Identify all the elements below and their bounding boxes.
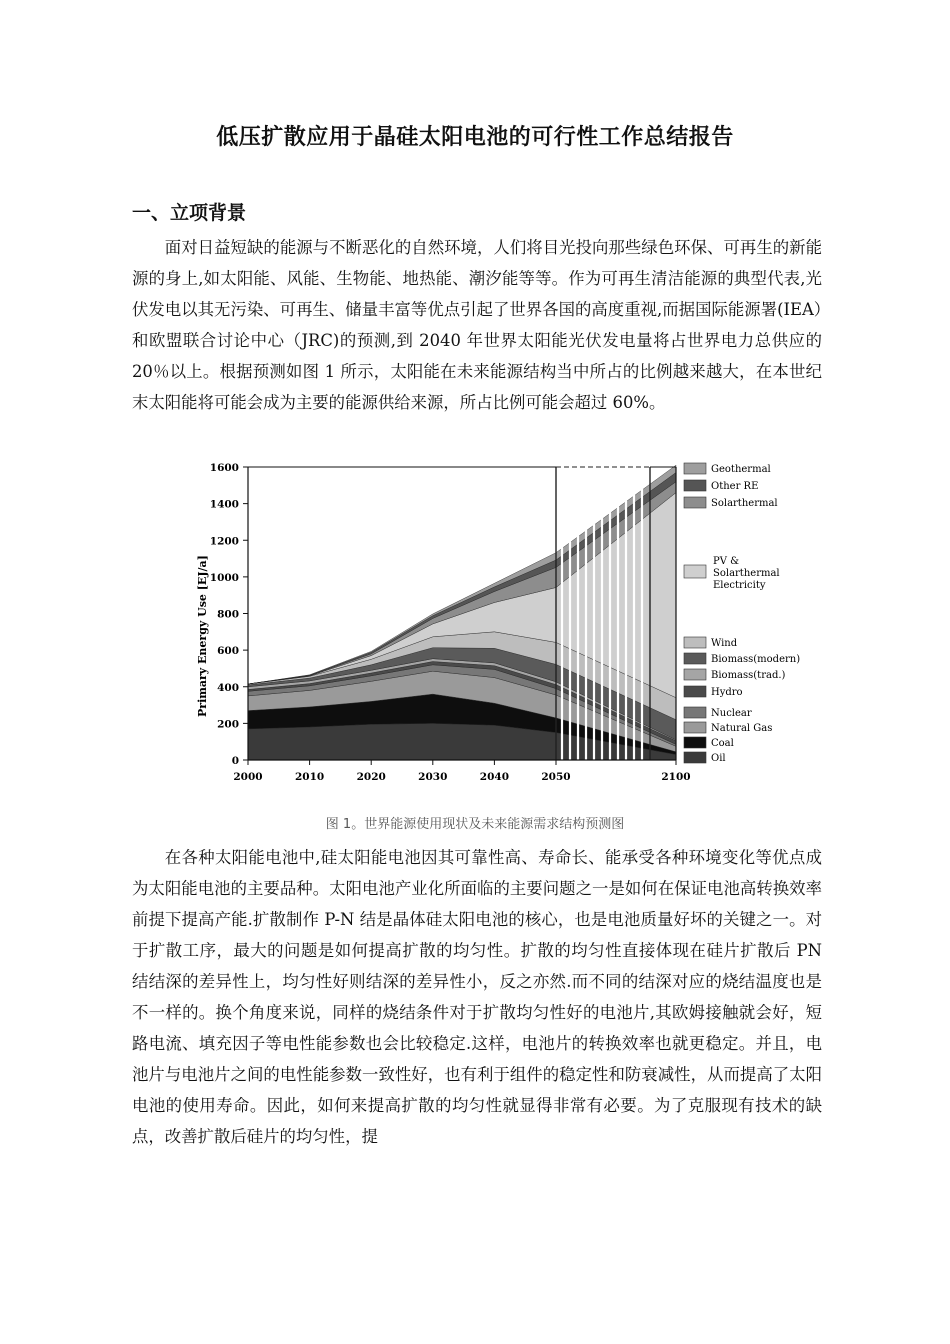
legend-label-hydro: Hydro <box>711 687 743 698</box>
legend-label-solarthermal: Solarthermal <box>711 498 778 509</box>
legend-label-nuclear: Nuclear <box>711 708 752 719</box>
paragraph-1: 面对日益短缺的能源与不断恶化的自然环境，人们将目光投向那些绿色环保、可再生的新能源的身上,如太阳能、风能、生物能、地热能、潮汐能等等。作为可再生清洁能源的典型代表,光伏发电以其无污染、可再生、储量丰富等优点引起了世界各国的高度重视,而据国际能源署(IEA）和欧盟联合讨论中心（JRC)的预测,到 2040 年世界太阳能光伏发电量将占世界电力总供应的 20％以上。根据预测如图 1 所示，太阳能在未来能源结构当中所占的比例越来越大，在本世纪末太阳能将可能会成为主要的能源供给来源，所占比例可能会超过 60%。 <box>132 238 822 412</box>
legend-label-other-re: Other RE <box>711 481 759 492</box>
legend-swatch-natural-gas <box>684 722 706 733</box>
legend-label-natural-gas: Natural Gas <box>711 723 773 734</box>
legend-label-biomass-modern: Biomass(modern) <box>711 654 801 665</box>
legend-label-biomass-trad: Biomass(trad.) <box>711 670 786 681</box>
legend-label-pv-1: PV & <box>713 556 740 567</box>
legend-swatch-geothermal <box>684 463 706 474</box>
legend-swatch-biomass-modern <box>684 653 706 664</box>
y-tick-label: 1600 <box>209 462 239 474</box>
legend-swatch-other-re <box>684 480 706 491</box>
x-tick-label: 2000 <box>233 771 263 783</box>
x-tick-label: 2030 <box>418 771 448 783</box>
y-tick-label: 800 <box>217 608 239 621</box>
legend-swatch-nuclear <box>684 707 706 718</box>
figure-caption: 图 1。世界能源使用现状及未来能源需求结构预测图 <box>325 817 625 832</box>
x-tick-label: 2100 <box>661 771 691 783</box>
energy-chart <box>192 455 812 795</box>
x-tick-label: 2010 <box>294 771 325 783</box>
legend-swatch-coal <box>684 737 706 748</box>
y-tick-label: 0 <box>231 755 239 767</box>
legend-label-wind: Wind <box>711 638 738 649</box>
y-tick-label: 1200 <box>209 535 239 548</box>
legend-swatch-solarthermal <box>684 497 706 508</box>
legend-label-pv-3: Electricity <box>713 580 766 591</box>
x-tick-label: 2040 <box>479 771 510 783</box>
legend-label-coal: Coal <box>711 738 734 749</box>
legend-swatch-biomass-trad <box>684 669 706 680</box>
section-heading: 一、立项背景 <box>132 202 247 224</box>
legend-swatch-oil <box>684 752 706 763</box>
legend <box>684 463 800 764</box>
y-axis-label: Primary Energy Use [EJ/a] <box>196 555 209 717</box>
legend-swatch-hydro <box>684 686 706 697</box>
x-tick-label: 2050 <box>541 771 571 783</box>
y-tick-label: 1400 <box>209 498 239 511</box>
legend-swatch-wind <box>684 637 706 648</box>
legend-label-oil: Oil <box>711 753 726 764</box>
y-tick-label: 200 <box>217 718 239 731</box>
paragraph-2: 在各种太阳能电池中,硅太阳能电池因其可靠性高、寿命长、能承受各种环境变化等优点成为太阳能电池的主要品种。太阳电池产业化所面临的主要问题之一是如何在保证电池高转换效率前提下提高产能.扩散制作 P-N 结是晶体硅太阳电池的核心，也是电池质量好坏的关键之一。对于扩散工序，最大的问题是如何提高扩散的均匀性。扩散的均匀性直接体现在硅片扩散后 PN 结结深的差异性上，均匀性好则结深的差异性小，反之亦然.而不同的结深对应的烧结温度也是不一样的。换个角度来说，同样的烧结条件对于扩散均匀性好的电池片,其欧姆接触就会好，短路电流、填充因子等电性能参数也会比较稳定.这样，电池片的转换效率也就更稳定。并且，电池片与电池片之间的电性能参数一致性好，也有利于组件的稳定性和防衰减性，从而提高了太阳电池的使用寿命。因此，如何来提高扩散的均匀性就显得非常有必要。为了克服现有技术的缺点，改善扩散后硅片的均匀性，提 <box>132 848 822 1146</box>
legend-label-pv-2: Solarthermal <box>713 568 780 579</box>
x-tick-label: 2020 <box>356 771 386 783</box>
y-tick-label: 600 <box>217 645 239 658</box>
legend-swatch-pv <box>684 565 706 578</box>
y-tick-label: 400 <box>217 681 239 694</box>
document-title: 低压扩散应用于晶硅太阳电池的可行性工作总结报告 <box>216 125 734 150</box>
legend-label-geothermal: Geothermal <box>711 464 771 475</box>
areas-layer <box>248 465 676 760</box>
y-tick-label: 1000 <box>209 571 239 584</box>
